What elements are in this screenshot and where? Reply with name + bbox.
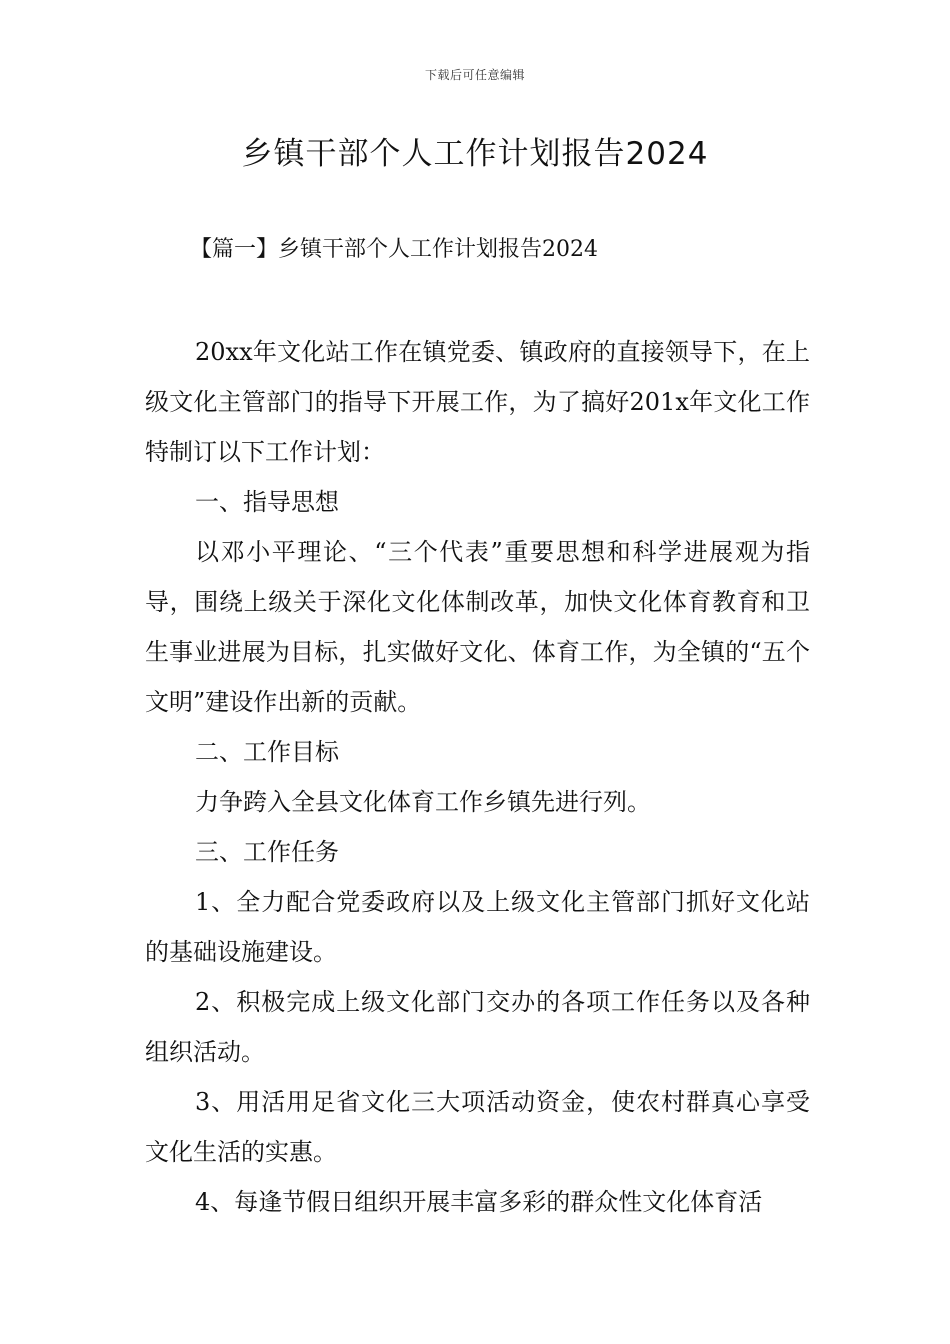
heading-work-goal: 二、工作目标: [195, 738, 339, 766]
task-item-1: 1、全力配合党委政府以及上级文化主管部门抓好文化站的基础设施建设。: [145, 888, 810, 966]
task-item-3: 3、用活用足省文化三大项活动资金，使农村群真心享受文化生活的实惠。: [145, 1088, 810, 1166]
section-title: 【篇一】乡镇干部个人工作计划报告2024: [190, 237, 598, 262]
task-item-2: 2、积极完成上级文化部门交办的各项工作任务以及各种组织活动。: [145, 988, 810, 1066]
paragraph-intro: 20xx年文化站工作在镇党委、镇政府的直接领导下，在上级文化主管部门的指导下开展工作，为了搞好201x年文化工作特制订以下工作计划：: [145, 338, 810, 466]
heading-work-tasks: 三、工作任务: [195, 838, 339, 866]
document-body: [145, 327, 810, 1227]
paragraph-work-goal: 力争跨入全县文化体育工作乡镇先进行列。: [195, 788, 651, 816]
task-item-4: 4、每逢节假日组织开展丰富多彩的群众性文化体育活: [195, 1188, 763, 1216]
heading-guiding-thought: 一、指导思想: [195, 488, 339, 516]
header-note: 下载后可任意编辑: [424, 68, 525, 82]
paragraph-guiding-thought: 以邓小平理论、“三个代表”重要思想和科学进展观为指导，围绕上级关于深化文化体制改革，加快文化体育教育和卫生事业进展为目标，扎实做好文化、体育工作，为全镇的“五个文明”建设作出新的贡献。: [145, 538, 810, 716]
document-title: 乡镇干部个人工作计划报告2024: [241, 136, 709, 172]
